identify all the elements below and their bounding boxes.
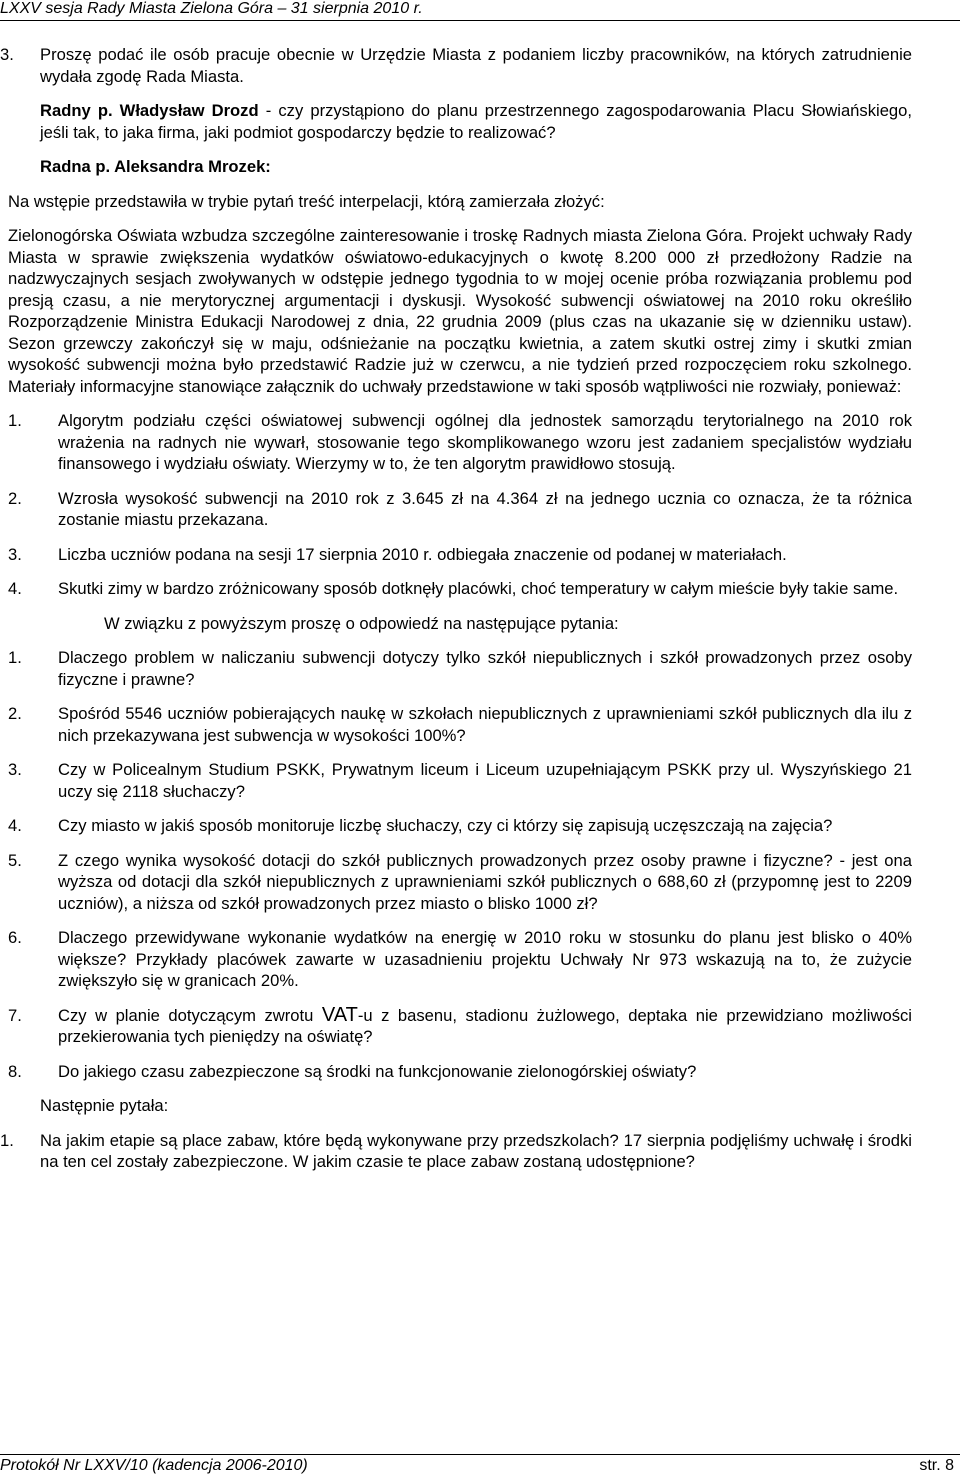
item-text: Dlaczego przewidywane wykonanie wydatków na energię w 2010 roku w stosunku do planu jest blisko o 40% większe? Przykłady placówek zawarte w uzasadnieniu projektu Uchwały Nr 973 wskazują na to, że zużycie zwiększyło się w granicach 20%. — [58, 928, 912, 990]
item-text: Na jakim etapie są place zabaw, które będą wykonywane przy przedszkolach? 17 sierpnia podjęliśmy uchwałę i środki na ten cel zostały zabezpieczone. W jakim czasie te place zabaw zostaną udostępnione? — [40, 1130, 912, 1171]
questions-list — [8, 647, 912, 1082]
vat-abbreviation: VAT — [321, 1003, 358, 1026]
header-title: LXXV sesja Rady Miasta Zielona Góra – 31 sierpnia 2010 r. — [0, 0, 423, 17]
item-text: Czy w planie dotyczącym zwrotu VAT-u z basenu, stadionu żużlowego, deptaka nie przewidziano możliwości przekierowania tych pieniędzy na oświatę? — [58, 1003, 912, 1046]
list-item — [8, 410, 912, 475]
item-text: Algorytm podziału części oświatowej subwencji ogólnej dla jednostek samorządu terytorialnego na 2010 rok wrażenia na radnych nie wywarł, stosowanie tego skomplikowanego wzoru jest zadaniem specjalistów wydziału finansowego i wydziału oświaty. Wierzymy w to, że ten algorytm prawidłowo stosują. — [58, 411, 912, 473]
item-number: 1. — [8, 648, 22, 667]
list-item — [8, 647, 912, 690]
list-item — [8, 578, 912, 600]
list-item — [8, 1005, 912, 1048]
item-number: 1. — [0, 1130, 14, 1150]
item-text: Dlaczego problem w naliczaniu subwencji dotyczy tylko szkół niepublicznych i szkół prowadzonych przez osoby fizyczne i prawne? — [58, 648, 912, 689]
item-number: 3. — [8, 544, 22, 564]
list-item — [8, 927, 912, 992]
item-text: Do jakiego czasu zabezpieczone są środki na funkcjonowanie zielonogórskiej oświaty? — [58, 1061, 697, 1081]
item-text: Spośród 5546 uczniów pobierających naukę w szkołach niepublicznych z uprawnieniami szkół publicznych dla ilu z nich przekazywana jest subwencja w wysokości 100%? — [58, 704, 912, 745]
interpellation-body: Zielonogórska Oświata wzbudza szczególne zainteresowanie i troskę Radnych miasta Zielona Góra. Projekt uchwały Rady Miasta w sprawie zwiększenia wydatków oświatowo-edukacyjnych o kwotę 8.200 000 zł przedłożony Radzie na nadzwyczajnych sesjach zwoływanych w odstępie jednego tygodnia to w mojej ocenie próba rozwiązania problemu pod presją czasu, a nie merytorycznej argumentacji i dyskusji. Wysokość subwencji oświatowej na 2010 roku określiło Rozporządzenie Ministra Edukacji Narodowej z dnia, 22 grudnia 2009 (plus czas na ukazanie się w dzienniku ustaw). Sezon grzewczy zakończył się w maju, odśnieżanie na początku kwietnia, a zatem skutki ostrej zimy i skutki zmian wysokość subwencji można było przedstawić Radzie już w czerwcu, a nie tydzień przed rozpoczęciem roku szkolnego. Materiały informacyjne stanowiące załącznik do uchwały przedstawione w taki sposób wątpliwości nie rozwiały, ponieważ: — [8, 226, 912, 396]
item-number: 4. — [8, 816, 22, 835]
page-number: str. 8 — [919, 1457, 954, 1474]
speaker-mrozek: Radna p. Aleksandra Mrozek: — [40, 157, 271, 176]
item-number: 4. — [8, 579, 22, 598]
item-text: Wzrosła wysokość subwencji na 2010 rok z 3.645 zł na 4.364 zł na jednego ucznia co oznacza, że ta różnica zostanie miastu przekazana. — [58, 488, 912, 529]
item-number: 1. — [8, 411, 22, 430]
item-number: 5. — [8, 850, 22, 870]
speaker-drozd: Radny p. Władysław Drozd — [40, 101, 259, 120]
item-text: Liczba uczniów podana na sesji 17 sierpnia 2010 r. odbiegała znaczenie od podanej w materiałach. — [58, 544, 787, 564]
list-item — [8, 544, 912, 566]
footer-protocol: Protokół Nr LXXV/10 (kadencja 2006-2010) — [0, 1457, 308, 1474]
item-text: Skutki zimy w bardzo zróżnicowany sposób dotknęły placówki, choć temperatury w całym mieście były takie same. — [58, 579, 899, 598]
list-item — [8, 1061, 912, 1083]
list-item — [0, 1130, 912, 1173]
list-item — [8, 759, 912, 802]
item-number: 6. — [8, 928, 22, 947]
item-number: 2. — [8, 488, 22, 508]
page-footer — [0, 1454, 960, 1476]
item-number: 7. — [8, 1005, 22, 1025]
drozd-text: - czy przystąpiono do planu przestrzennego zagospodarowania Placu Słowiańskiego, jeśli tak, to jaka firma, jaki podmiot gospodarczy będzie to realizować? — [40, 101, 912, 142]
page-header — [0, 0, 960, 21]
question-3-office — [0, 44, 912, 87]
intro-text: Na wstępie przedstawiła w trybie pytań treść interpelacji, którą zamierzała złożyć: — [8, 191, 605, 211]
next-label: Następnie pytała: — [40, 1096, 169, 1115]
item-text: Czy w Policealnym Studium PSKK, Prywatnym liceum i Liceum uzupełniającym PSKK przy ul. Wyszyńskiego 21 uczy się 2118 słuchaczy? — [58, 760, 912, 801]
list-item — [8, 815, 912, 837]
item-number: 3. — [8, 760, 22, 779]
list-item — [8, 488, 912, 531]
item-number: 3. — [0, 45, 14, 64]
drozd-question — [40, 100, 912, 143]
document-body — [0, 44, 912, 1173]
item-text: Czy miasto w jakiś sposób monitoruje liczbę słuchaczy, czy ci którzy się zapisują uczęszczają na zajęcia? — [58, 816, 833, 835]
item-text: Z czego wynika wysokość dotacji do szkół publicznych prowadzonych przez osoby prawne i fizyczne? - jest ona wyższa od dotacji dla szkół niepublicznych z uprawnieniami szkół publicznych o 688,60 zł (przypomnę jest to 2209 uczniów), a niższa od szkół prowadzonych przez miasto o blisko 1000 zł? — [58, 850, 912, 913]
item-text: Proszę podać ile osób pracuje obecnie w Urzędzie Miasta z podaniem liczby pracowników, na których zatrudnienie wydała zgodę Rada Miasta. — [40, 45, 912, 86]
item-number: 8. — [8, 1061, 22, 1081]
item-number: 2. — [8, 704, 22, 723]
list-item — [8, 850, 912, 915]
reasons-list — [8, 410, 912, 600]
list-item — [8, 703, 912, 746]
questions-lead: W związku z powyższym proszę o odpowiedź na następujące pytania: — [104, 613, 619, 633]
